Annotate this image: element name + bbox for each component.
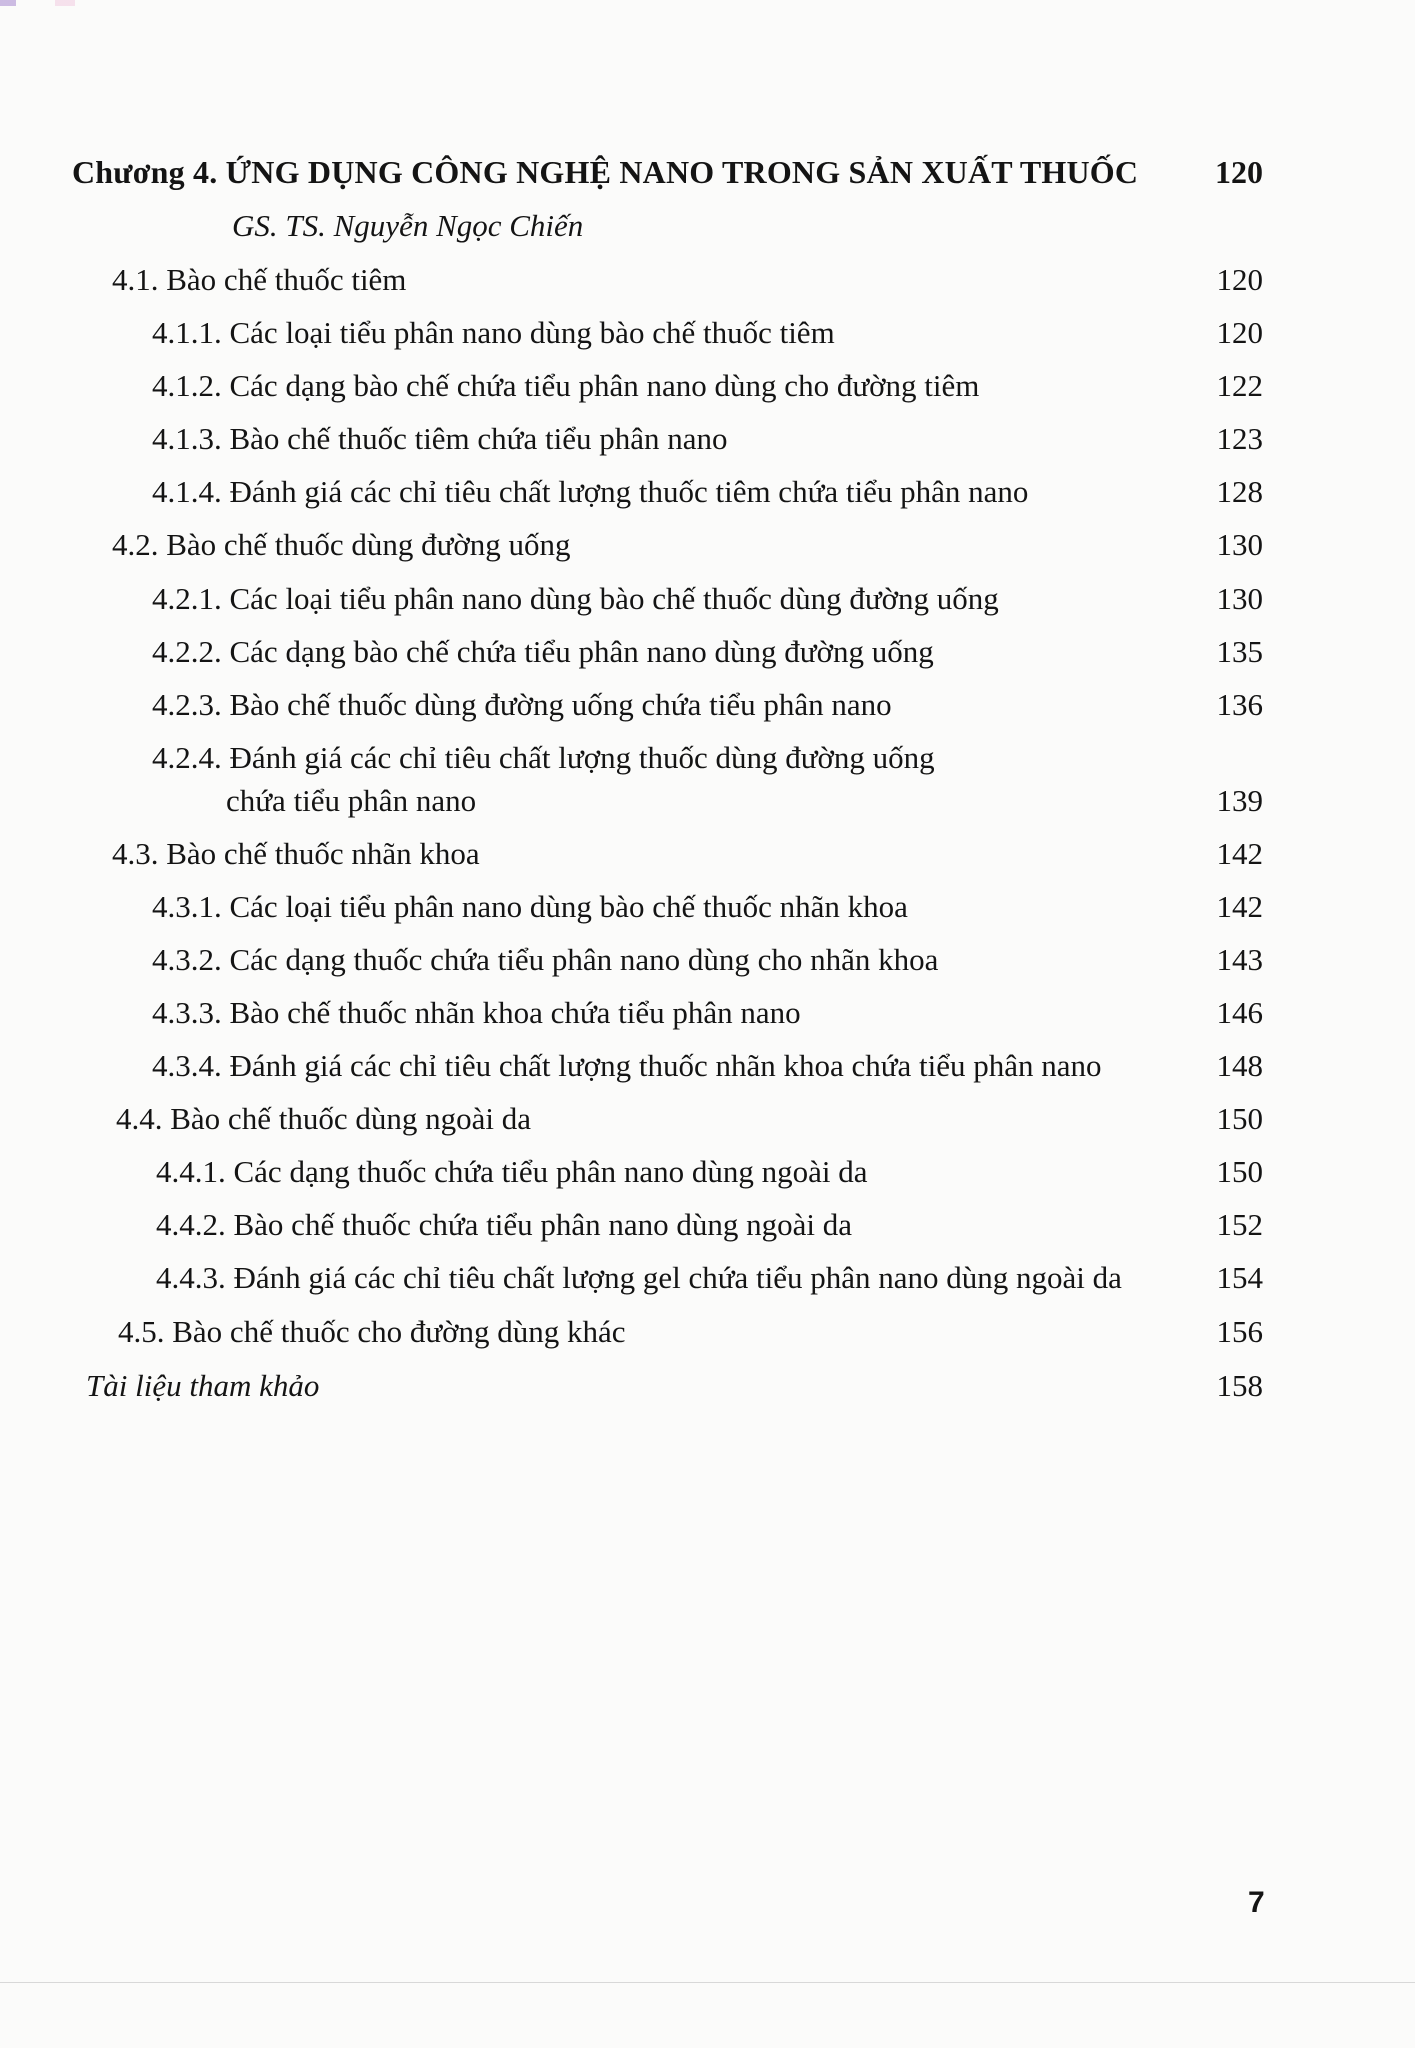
page-number: 7 — [1248, 1886, 1265, 1919]
author-name: GS. TS. Nguyễn Ngọc Chiến — [232, 208, 584, 243]
chapter-title: Chương 4. ỨNG DỤNG CÔNG NGHỆ NANO TRONG SẢN XUẤT THUỐC — [72, 154, 1139, 190]
scan-edge-artifact — [0, 0, 1415, 6]
chapter-page: 120 — [1215, 154, 1263, 190]
page-edge-line — [0, 1982, 1415, 1983]
